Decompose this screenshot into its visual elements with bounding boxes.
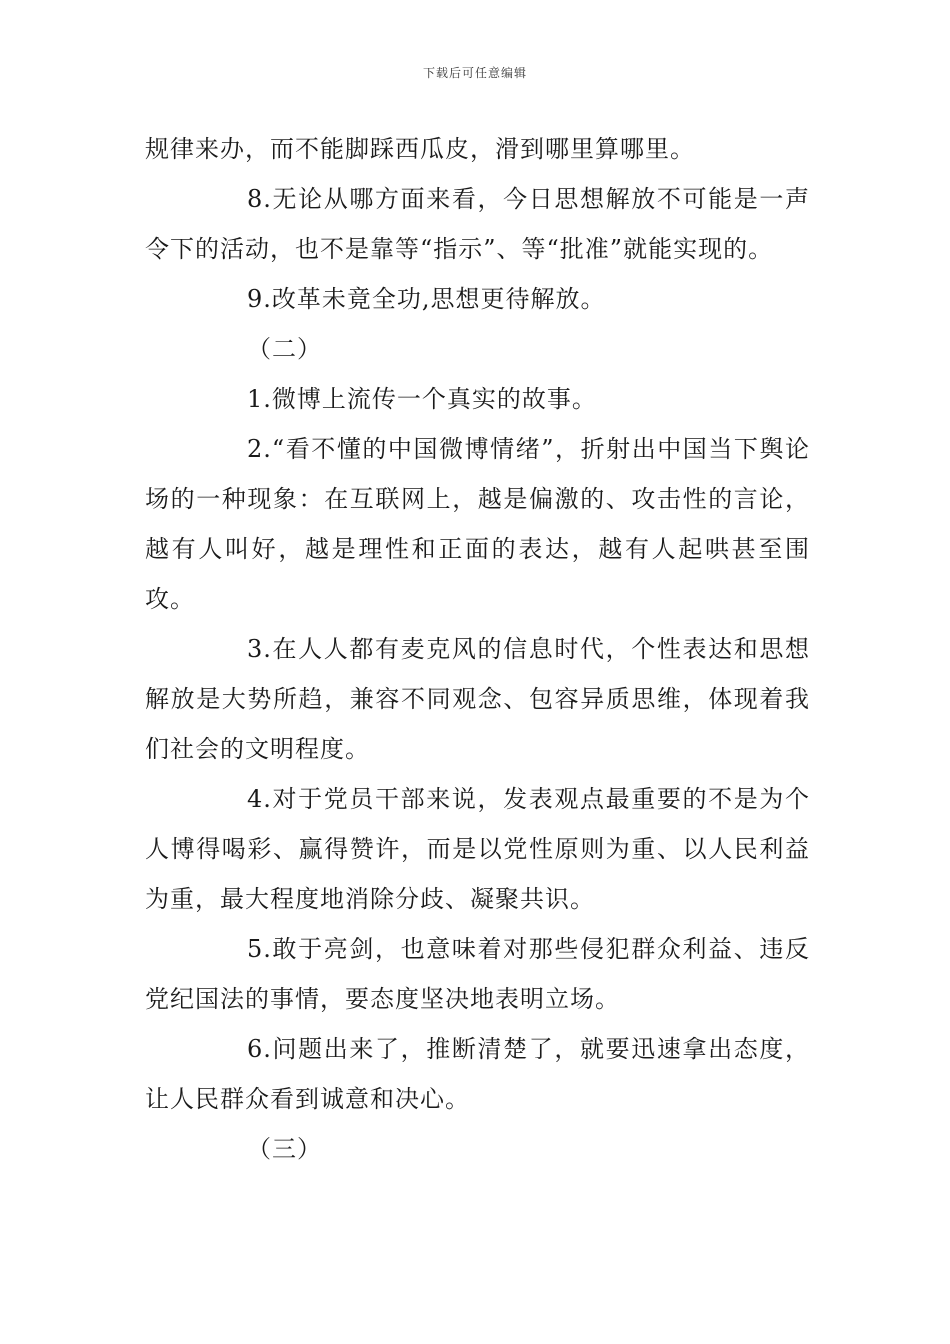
paragraph-item-4: 4.对于党员干部来说，发表观点最重要的不是为个人博得喝彩、赢得赞许，而是以党性原则为重、以人民利益为重，最大程度地消除分歧、凝聚共识。: [145, 785, 810, 913]
paragraph-item-6: 6.问题出来了，推断清楚了，就要迅速拿出态度，让人民群众看到诚意和决心。: [145, 1035, 810, 1113]
paragraph-item-3: 3.在人人都有麦克风的信息时代，个性表达和思想解放是大势所趋，兼容不同观念、包容异质思维，体现着我们社会的文明程度。: [145, 635, 810, 763]
paragraph-item-5: 5.敢于亮剑，也意味着对那些侵犯群众利益、违反党纪国法的事情，要态度坚决地表明立场。: [145, 935, 810, 1013]
paragraph-item-8: 8.无论从哪方面来看，今日思想解放不可能是一声令下的活动，也不是靠等“指示”、等“批准”就能实现的。: [145, 185, 810, 263]
paragraph-item-2: 2.“看不懂的中国微博情绪”，折射出中国当下舆论场的一种现象：在互联网上，越是偏激的、攻击性的言论，越有人叫好，越是理性和正面的表达，越有人起哄甚至围攻。: [145, 435, 810, 613]
document-body: [145, 124, 810, 1174]
paragraph-item-9: 9.改革未竟全功,思想更待解放。: [247, 285, 606, 313]
paragraph-continuation: 规律来办，而不能脚踩西瓜皮，滑到哪里算哪里。: [145, 135, 695, 163]
paragraph-item-1: 1.微博上流传一个真实的故事。: [247, 385, 597, 413]
section-heading-2: （二）: [247, 335, 322, 363]
section-heading-3: （三）: [247, 1135, 322, 1163]
page-header: 下载后可任意编辑: [422, 66, 527, 80]
